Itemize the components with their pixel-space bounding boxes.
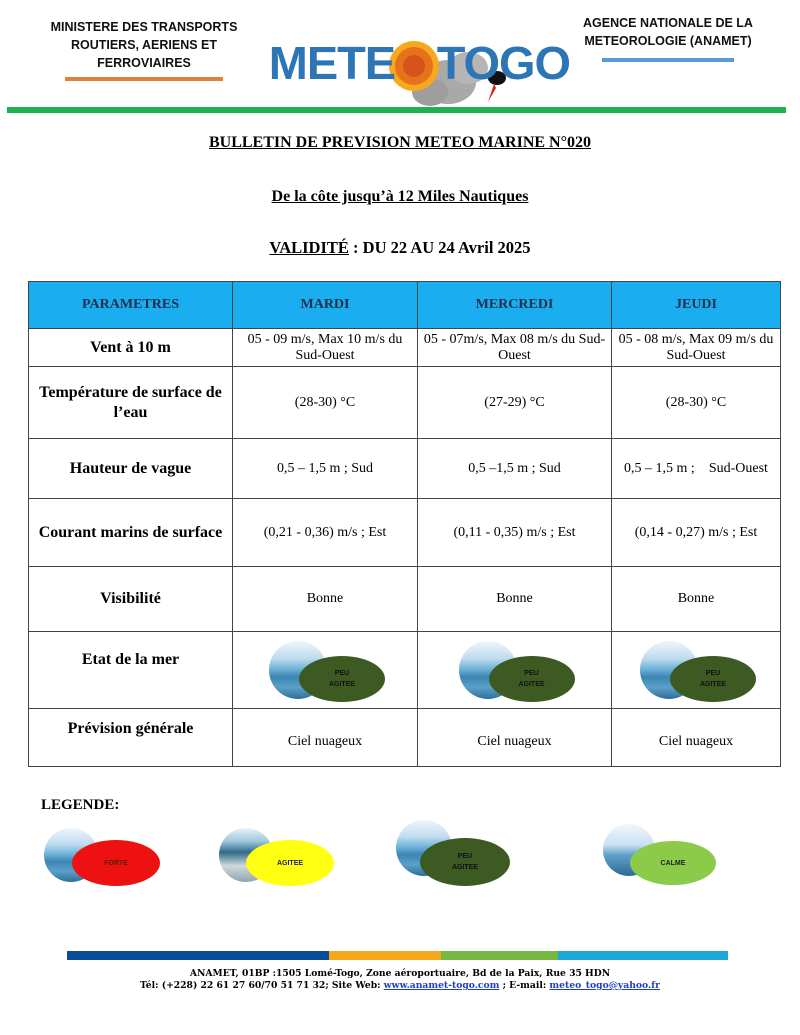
sea-state-line2: AGITEE	[518, 681, 545, 688]
param-label: Prévision générale	[29, 709, 233, 767]
column-header-parametres: PARAMETRES	[29, 282, 233, 329]
table-cell	[418, 632, 612, 709]
table-cell: (0,14 - 0,27) m/s ; Est	[612, 499, 781, 567]
footer-bar-green	[441, 951, 558, 960]
sea-state-line1: PEU	[334, 670, 350, 677]
legend-label-line2: AGITEE	[451, 864, 479, 871]
sea-state-badge	[670, 656, 756, 702]
table-cell: (0,11 - 0,35) m/s ; Est	[418, 499, 612, 567]
table-cell: Bonne	[233, 567, 418, 632]
legend-label: AGITEE	[276, 859, 304, 867]
param-label: Etat de la mer	[29, 632, 233, 709]
meteo-togo-logo	[270, 28, 570, 108]
legend-label-line1: PEU	[457, 853, 473, 860]
table-cell: 0,5 – 1,5 m ; Sud	[233, 439, 418, 499]
footer-phone: Tél: (+228) 22 61 27 60/70 51 71 32; Site Web:	[140, 980, 384, 991]
agency-header	[580, 14, 756, 62]
sea-state-line2: AGITEE	[699, 681, 727, 688]
validity-value: : DU 22 AU 24 Avril 2025	[348, 238, 531, 257]
table-row-etat-mer	[29, 632, 781, 709]
agency-underline	[602, 58, 734, 62]
sea-state-line2: AGITEE	[328, 681, 356, 688]
website-link[interactable]: www.anamet-togo.com	[383, 980, 500, 991]
legend-item-forte	[44, 828, 174, 894]
agency-line-1: AGENCE NATIONALE DE LA	[583, 16, 753, 30]
footer-address: ANAMET, 01BP :1505 Lomé-Togo, Zone aéroportuaire, Bd de la Paix, Rue 35 HDN	[189, 968, 611, 979]
sea-state-badge	[72, 840, 160, 886]
table-cell: (27-29) °C	[418, 367, 612, 439]
legend-label: FORTE	[104, 859, 128, 867]
bulletin-title: BULLETIN DE PREVISION METEO MARINE N°020	[208, 134, 591, 151]
sea-state-line1: PEU	[705, 670, 721, 677]
sea-state-badge	[299, 656, 385, 702]
sea-state-peu-agitee-icon	[265, 637, 385, 703]
sea-state-peu-agitee-icon	[455, 637, 575, 703]
validity-line	[0, 238, 800, 258]
table-cell: Ciel nuageux	[233, 709, 418, 767]
legend-label: CALME	[660, 859, 686, 867]
table-row-courant	[29, 499, 781, 567]
table-cell: (0,21 - 0,36) m/s ; Est	[233, 499, 418, 567]
sea-state-line1: PEU	[524, 670, 539, 677]
table-row-hauteur-vague	[29, 439, 781, 499]
table-row-vent	[29, 329, 781, 367]
column-header-mercredi: MERCREDI	[418, 282, 612, 329]
table-row-visibilite	[29, 567, 781, 632]
forecast-table	[28, 281, 781, 767]
ministry-underline	[65, 77, 223, 81]
validity-label: VALIDITÉ	[269, 238, 349, 257]
table-row-temperature	[29, 367, 781, 439]
table-cell: Ciel nuageux	[418, 709, 612, 767]
table-cell: Bonne	[418, 567, 612, 632]
param-label: Hauteur de vague	[29, 439, 233, 499]
ministry-header	[28, 18, 260, 81]
table-header-row	[29, 282, 781, 329]
ministry-line-1: MINISTERE DES TRANSPORTS	[50, 20, 238, 34]
table-cell: 0,5 –1,5 m ; Sud	[418, 439, 612, 499]
legend-item-calme	[603, 824, 733, 890]
ministry-line-2: ROUTIERS, AERIENS ET FERROVIAIRES	[70, 38, 218, 70]
legend-title: LEGENDE:	[41, 797, 120, 813]
table-row-prevision	[29, 709, 781, 767]
agency-line-2: METEOROLOGIE (ANAMET)	[584, 34, 752, 48]
param-label: Visibilité	[29, 567, 233, 632]
table-cell	[233, 632, 418, 709]
table-cell: 05 - 09 m/s, Max 10 m/s du Sud-Ouest	[233, 329, 418, 367]
legend-item-agitee	[219, 828, 349, 894]
sea-state-badge	[630, 841, 716, 885]
zone-subtitle: De la côte jusqu’à 12 Miles Nautiques	[271, 188, 529, 205]
logo-text-mete: METE	[268, 37, 396, 89]
column-header-mardi: MARDI	[233, 282, 418, 329]
email-link[interactable]: meteo_togo@yahoo.fr	[549, 980, 660, 991]
table-cell: Bonne	[612, 567, 781, 632]
column-header-jeudi: JEUDI	[612, 282, 781, 329]
table-cell: Ciel nuageux	[612, 709, 781, 767]
footer-contact	[0, 980, 800, 992]
param-label: Courant marins de surface	[29, 499, 233, 567]
param-label: Vent à 10 m	[29, 329, 233, 367]
table-cell: 05 - 07m/s, Max 08 m/s du Sud-Ouest	[418, 329, 612, 367]
table-cell: (28-30) °C	[233, 367, 418, 439]
footer-bar-blue	[67, 951, 329, 960]
table-cell: (28-30) °C	[612, 367, 781, 439]
table-cell	[612, 632, 781, 709]
footer-email-label: ; E-mail:	[499, 980, 550, 991]
param-label: Température de surface de l’eau	[29, 367, 233, 439]
logo-text-togo: TOGO	[436, 37, 570, 89]
sea-state-badge	[246, 840, 334, 886]
sea-state-badge	[489, 656, 575, 702]
table-cell: 0,5 – 1,5 m ; Sud-Ouest	[612, 439, 781, 499]
legend-item-peu-agitee	[396, 820, 526, 886]
footer-bar-cyan	[558, 951, 728, 960]
sea-state-badge	[420, 838, 510, 886]
table-cell: 05 - 08 m/s, Max 09 m/s du Sud-Ouest	[612, 329, 781, 367]
footer-bar-orange	[329, 951, 441, 960]
header-divider	[7, 107, 786, 113]
sea-state-peu-agitee-icon	[636, 637, 756, 703]
